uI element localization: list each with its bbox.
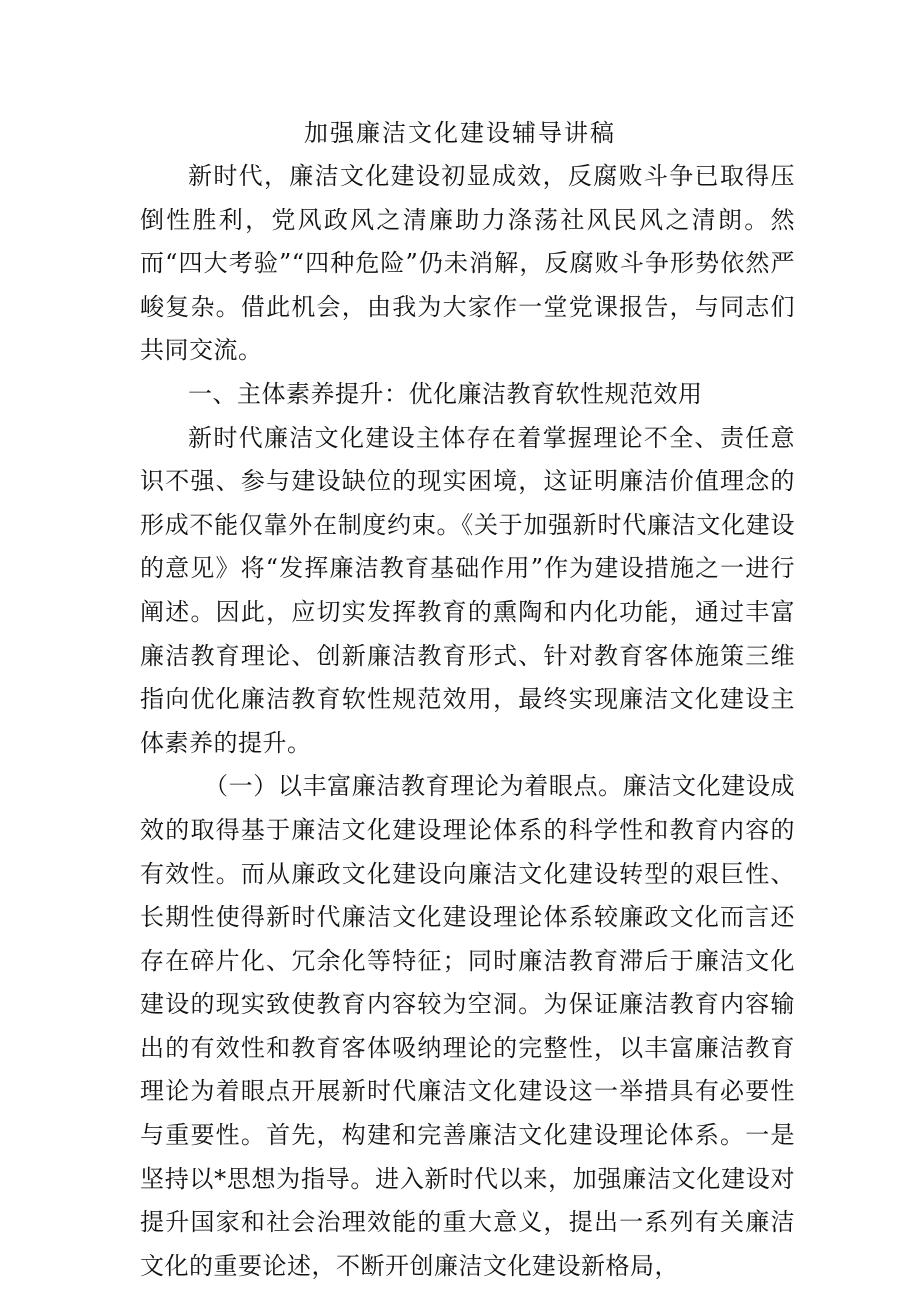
section-paragraph: 新时代廉洁文化建设主体存在着掌握理论不全、责任意识不强、参与建设缺位的现实困境，这证明廉洁价值理念的形成不能仅靠外在制度约束。《关于加强新时代廉洁文化建设的意见》将“发挥廉洁教育基础作用”作为建设措施之一进行阐述。因此，应切实发挥教育的熏陶和内化功能，通过丰富廉洁教育理论、创新廉洁教育形式、针对教育客体施策三维指向优化廉洁教育软性规范效用，最终实现廉洁文化建设主体素养的提升。 <box>140 423 795 757</box>
document-body <box>140 155 795 1288</box>
intro-paragraph: 新时代，廉洁文化建设初显成效，反腐败斗争已取得压倒性胜利，党风政风之清廉助力涤荡社风民风之清朗。然而“四大考验”“四种危险”仍未消解，反腐败斗争形势依然严峻复杂。借此机会，由我为大家作一堂党课报告，与同志们共同交流。 <box>140 162 795 365</box>
section-heading: 一、主体素养提升：优化廉洁教育软性规范效用 <box>188 379 703 408</box>
subsection-paragraph: （一）以丰富廉洁教育理论为着眼点。廉洁文化建设成效的取得基于廉洁文化建设理论体系的科学性和教育内容的有效性。而从廉政文化建设向廉洁文化建设转型的艰巨性、长期性使得新时代廉洁文化建设理论体系较廉政文化而言还存在碎片化、冗余化等特征；同时廉洁教育滞后于廉洁文化建设的现实致使教育内容较为空洞。为保证廉洁教育内容输出的有效性和教育客体吸纳理论的完整性，以丰富廉洁教育理论为着眼点开展新时代廉洁文化建设这一举措具有必要性与重要性。首先，构建和完善廉洁文化建设理论体系。一是坚持以*思想为指导。进入新时代以来，加强廉洁文化建设对提升国家和社会治理效能的重大意义，提出一系列有关廉洁文化的重要论述，不断开创廉洁文化建设新格局， <box>140 772 795 1280</box>
document-title: 加强廉洁文化建设辅导讲稿 <box>304 119 616 147</box>
